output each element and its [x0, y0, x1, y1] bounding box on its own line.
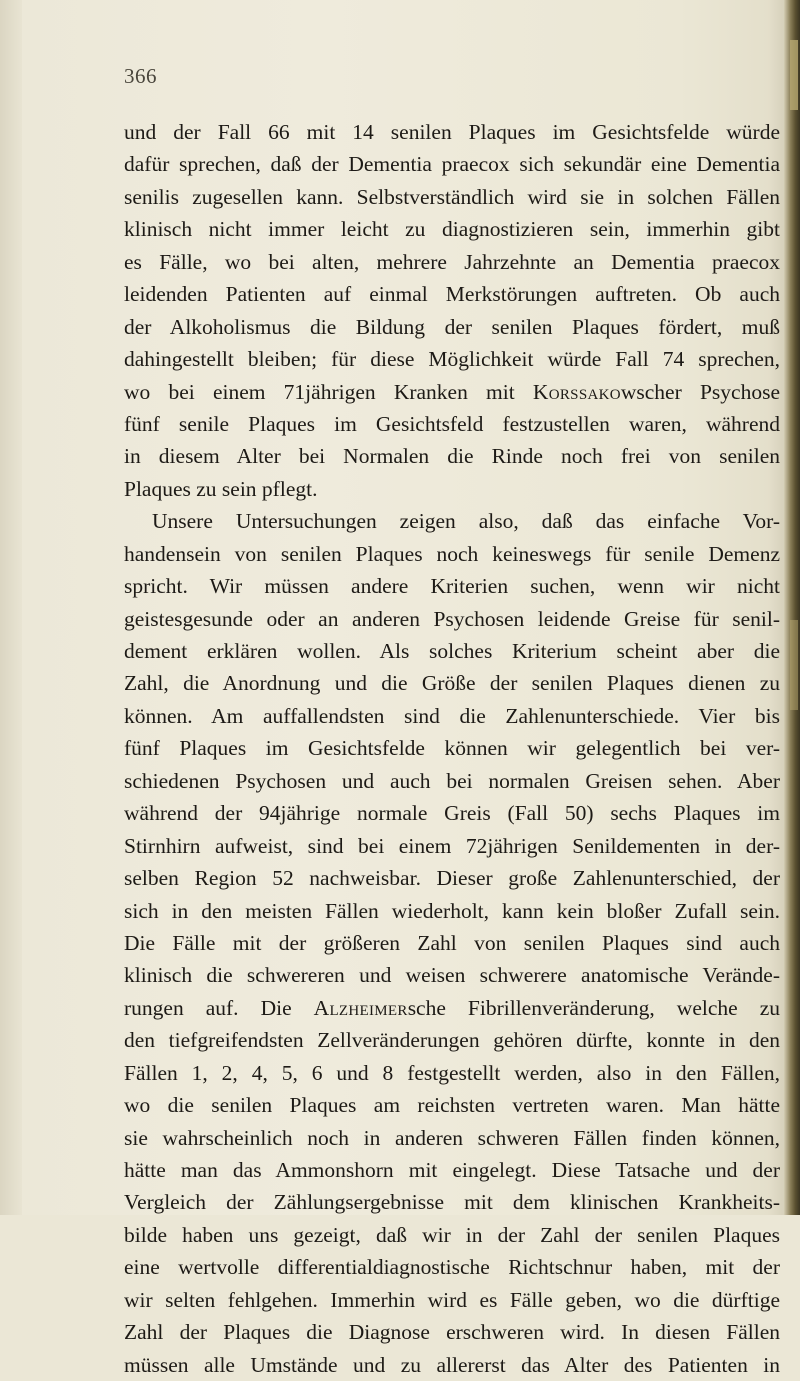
text-line: müssen alle Umstände und zu allererst das Alter des Patienten in [124, 1352, 780, 1377]
text-line: Stirnhirn aufweist, sind bei einem 72jährigen Senildementen in der- [124, 833, 780, 858]
text-line: Die Fälle mit der größeren Zahl von senilen Plaques sind auch [124, 930, 780, 955]
text-line: sie wahrscheinlich noch in anderen schweren Fällen finden können, [124, 1125, 780, 1150]
text-line: senilis zugesellen kann. Selbstverständlich wird sie in solchen Fällen [124, 184, 780, 209]
text-line: Zahl, die Anordnung und die Größe der senilen Plaques dienen zu [124, 671, 780, 696]
text-line: der Alkoholismus die Bildung der senilen Plaques fördert, muß [124, 314, 780, 339]
text-line: leidenden Patienten auf einmal Merkstörungen auftreten. Ob auch [124, 282, 780, 307]
text-line: dahingestellt bleiben; für diese Möglichkeit würde Fall 74 sprechen, [124, 347, 780, 372]
text-line: wo die senilen Plaques am reichsten vertreten waren. Man hätte [124, 1093, 780, 1118]
text-line: geistesgesunde oder an anderen Psychosen leidende Greise für senil- [124, 606, 780, 631]
text-line [124, 376, 780, 408]
text-line: können. Am auffallendsten sind die Zahlenunterschiede. Vier bis [124, 703, 780, 728]
text-line: schiedenen Psychosen und auch bei normalen Greisen sehen. Aber [124, 768, 780, 793]
text-line: fünf senile Plaques im Gesichtsfeld festzustellen waren, während [124, 411, 780, 436]
body-text [124, 116, 780, 1381]
text-line: klinisch die schwereren und weisen schwerere anatomische Verände- [124, 963, 780, 988]
page-edge-binding [784, 0, 800, 1215]
text-line: selben Region 52 nachweisbar. Dieser große Zahlenunterschied, der [124, 866, 780, 891]
text-segment: sche Fibrillenveränderung, welche zu [407, 995, 780, 1020]
text-line: fünf Plaques im Gesichtsfelde können wir gelegentlich bei ver- [124, 736, 780, 761]
page-gutter-shadow [0, 0, 22, 1215]
text-line [124, 992, 780, 1024]
text-segment: wo bei einem 71jährigen Kranken mit [124, 379, 533, 404]
text-line: in diesem Alter bei Normalen die Rinde noch frei von senilen [124, 444, 780, 469]
text-line: handensein von senilen Plaques noch keineswegs für senile Demenz [124, 541, 780, 566]
text-line: klinisch nicht immer leicht zu diagnostizieren sein, immerhin gibt [124, 217, 780, 242]
page-edge-stain [790, 40, 798, 110]
text-line: hätte man das Ammonshorn mit eingelegt. Diese Tatsache und der [124, 1158, 780, 1182]
text-segment: wscher Psychose [620, 379, 780, 404]
text-line: dement erklären wollen. Als solches Kriterium scheint aber die [124, 639, 780, 663]
text-line: Plaques zu sein pflegt. [124, 476, 318, 501]
text-line: sich in den meisten Fällen wiederholt, kann kein bloßer Zufall sein. [124, 898, 780, 923]
text-line: bilde haben uns gezeigt, daß wir in der Zahl der senilen Plaques [124, 1222, 780, 1247]
text-line: wir selten fehlgehen. Immerhin wird es Fälle geben, wo die dürftige [124, 1287, 780, 1312]
text-line: und der Fall 66 mit 14 senilen Plaques im Gesichtsfelde würde [124, 120, 780, 144]
text-line: Unsere Untersuchungen zeigen also, daß das einfache Vor- [152, 509, 780, 534]
text-line: eine wertvolle differentialdiagnostische Richtschnur haben, mit der [124, 1255, 780, 1280]
text-segment: rungen auf. Die [124, 995, 314, 1020]
text-line: dafür sprechen, daß der Dementia praecox sich sekundär eine Dementia [124, 152, 780, 177]
page-edge-stain [790, 620, 798, 710]
text-line: den tiefgreifendsten Zellveränderungen gehören dürfte, konnte in den [124, 1028, 780, 1053]
author-name-small-caps: Korssako [532, 379, 621, 404]
text-line: es Fälle, wo bei alten, mehrere Jahrzehnte an Dementia praecox [124, 249, 780, 274]
text-line: Fällen 1, 2, 4, 5, 6 und 8 festgestellt werden, also in den Fällen, [124, 1060, 780, 1085]
text-line: Vergleich der Zählungsergebnisse mit dem klinischen Krankheits- [124, 1190, 780, 1215]
text-line: spricht. Wir müssen andere Kriterien suchen, wenn wir nicht [124, 574, 780, 599]
page-number: 366 [124, 64, 157, 88]
author-name-small-caps: Alzheimer [313, 995, 408, 1020]
text-line: während der 94jährige normale Greis (Fall 50) sechs Plaques im [124, 801, 780, 826]
text-line: Zahl der Plaques die Diagnose erschweren wird. In diesen Fällen [124, 1320, 780, 1345]
